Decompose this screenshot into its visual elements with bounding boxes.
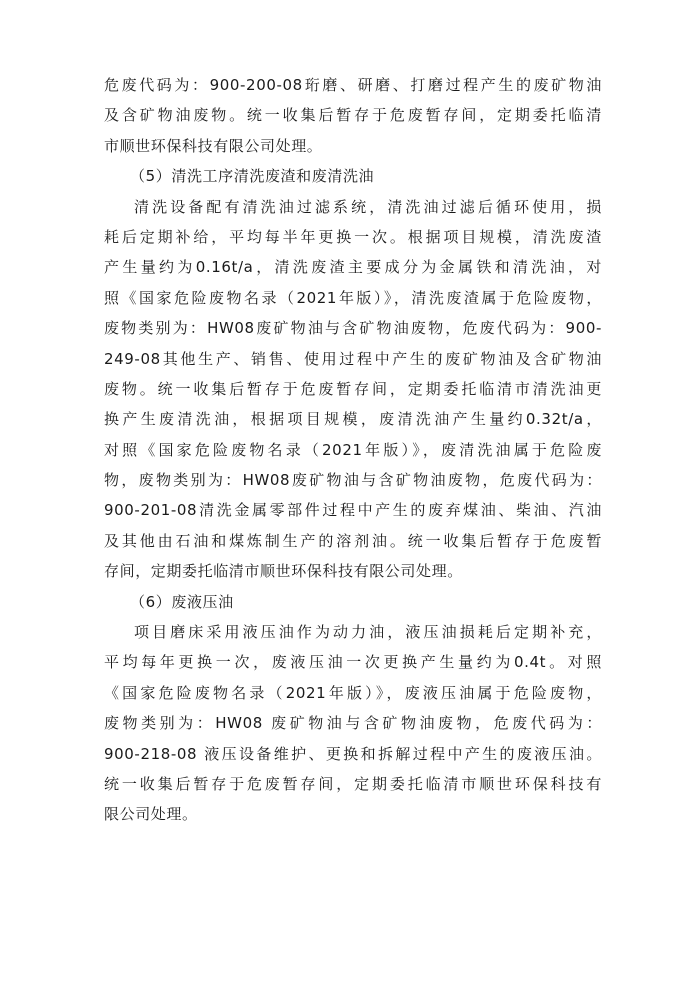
text-line: 废物类别为：HW08废矿物油与含矿物油废物，危废代码为：900- bbox=[104, 319, 602, 338]
text-line: 清洗设备配有清洗油过滤系统，清洗油过滤后循环使用，损 bbox=[134, 197, 602, 216]
text-line: 危废代码为：900-200-08珩磨、研磨、打磨过程产生的废矿物油 bbox=[104, 76, 602, 94]
text-line: 及含矿物油废物。统一收集后暂存于危废暂存间，定期委托临清 bbox=[104, 106, 602, 125]
text-line: 市顺世环保科技有限公司处理。 bbox=[104, 136, 323, 155]
text-line: 存间，定期委托临清市顺世环保科技有限公司处理。 bbox=[104, 562, 463, 581]
text-line: 限公司处理。 bbox=[104, 805, 198, 824]
text-line: 对照《国家危险废物名录（2021年版）》，废清洗油属于危险废 bbox=[104, 440, 602, 459]
text-line: 900-218-08 液压设备维护、更换和拆解过程中产生的废液压油。 bbox=[104, 744, 602, 763]
text-line: 平均每年更换一次，废液压油一次更换产生量约为0.4t。对照 bbox=[104, 653, 602, 672]
text-line: 项目磨床采用液压油作为动力油，液压油损耗后定期补充， bbox=[134, 623, 602, 642]
section-heading-5: （5）清洗工序清洗废渣和废清洗油 bbox=[130, 167, 375, 186]
text-line: 《国家危险废物名录（2021年版）》，废液压油属于危险废物， bbox=[104, 683, 602, 702]
text-line: 及其他由石油和煤炼制生产的溶剂油。统一收集后暂存于危废暂 bbox=[104, 531, 602, 550]
text-line: 照《国家危险废物名录（2021年版）》，清洗废渣属于危险废物， bbox=[104, 288, 602, 307]
text-line: 换产生废清洗油，根据项目规模，废清洗油产生量约0.32t/a， bbox=[104, 410, 602, 429]
section-heading-6: （6）废液压油 bbox=[130, 592, 234, 611]
text-line: 统一收集后暂存于危废暂存间，定期委托临清市顺世环保科技有 bbox=[104, 774, 602, 793]
text-line: 900-201-08清洗金属零部件过程中产生的废弃煤油、柴油、汽油 bbox=[104, 501, 602, 520]
text-line: 耗后定期补给，平均每半年更换一次。根据项目规模，清洗废渣 bbox=[104, 227, 602, 246]
document-body bbox=[104, 70, 602, 830]
text-line: 249-08其他生产、销售、使用过程中产生的废矿物油及含矿物油 bbox=[104, 349, 602, 368]
text-line: 物，废物类别为：HW08废矿物油与含矿物油废物，危废代码为： bbox=[104, 471, 602, 490]
text-line: 废物类别为：HW08 废矿物油与含矿物油废物，危废代码为： bbox=[104, 714, 602, 733]
text-line: 废物。统一收集后暂存于危废暂存间，定期委托临清市清洗油更 bbox=[104, 379, 602, 398]
text-line: 产生量约为0.16t/a，清洗废渣主要成分为金属铁和清洗油，对 bbox=[104, 258, 602, 277]
